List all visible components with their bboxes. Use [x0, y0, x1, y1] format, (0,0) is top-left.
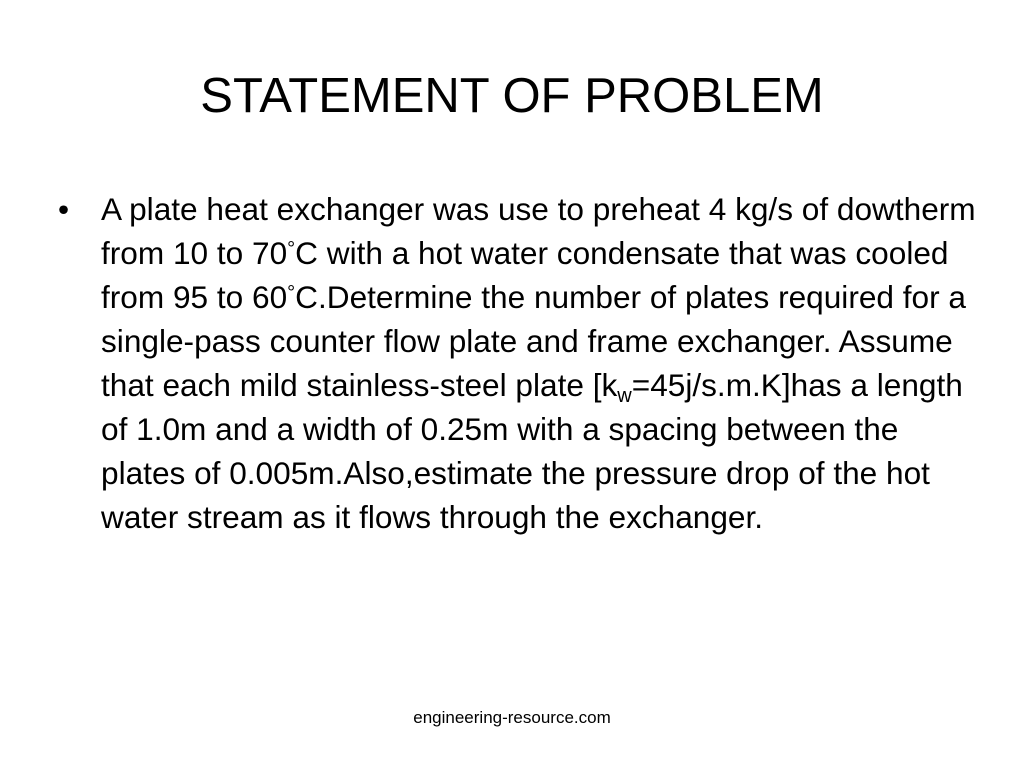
bullet-text-part-1: A plate heat exchanger was use to preheat 4 kg/s of dowtherm from 10 to 70 [101, 191, 985, 271]
bullet-text-part-3: C.Determine the number of plates required for a single-pass counter flow plate and frame exchanger. Assume that each mild stainless-steel plate [k [101, 279, 975, 403]
bullet-text-part-4: =45j/s.m.K]has a length of 1.0m and a width of 0.25m with a spacing between the plates of 0.005m.Also,estimate the pressure drop of the hot water stream as it flows through the exchanger. [101, 367, 972, 535]
slide-body [58, 187, 985, 539]
bullet-icon: • [58, 191, 70, 227]
bullet-text [101, 187, 985, 539]
bullet-item [58, 187, 985, 539]
subscript-w: w [617, 385, 632, 407]
slide-title: STATEMENT OF PROBLEM [200, 69, 824, 123]
bullet-text-part-2: C with a hot water condensate that was cooled from 95 to 60 [101, 235, 958, 315]
footer-source: engineering-resource.com [413, 708, 611, 727]
degree-symbol: ° [287, 282, 296, 304]
degree-symbol: ° [287, 238, 296, 260]
